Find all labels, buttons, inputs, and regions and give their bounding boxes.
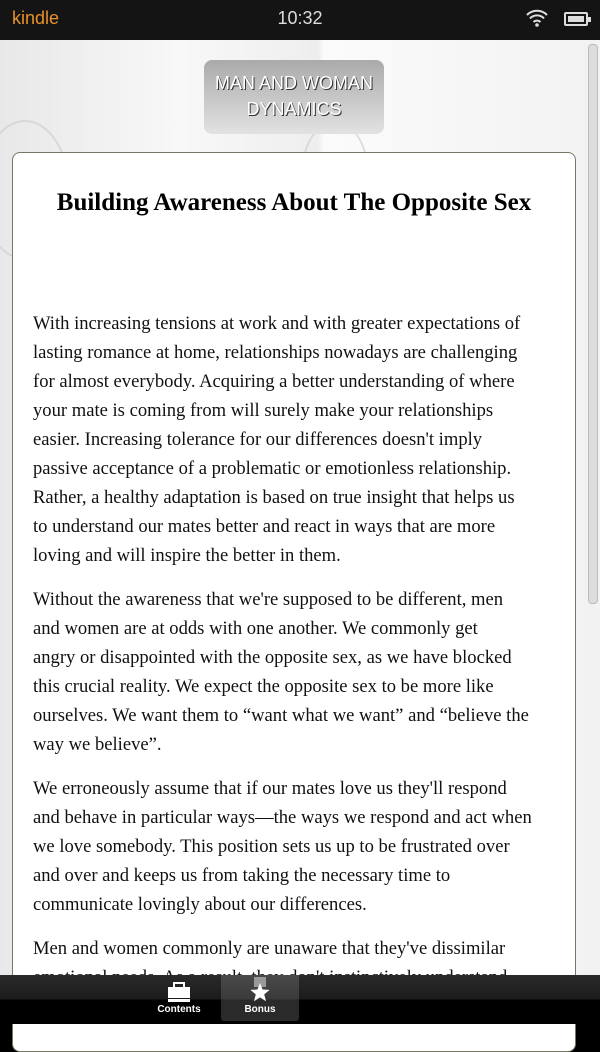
text-line: to understand our mates better and react in ways that are more [33,516,496,537]
text-line: We erroneously assume that if our mates love us they'll respond [33,778,507,799]
medal-star-icon [246,977,274,1005]
book-page[interactable] [0,40,600,975]
article-card [12,152,576,1052]
book-title-badge [204,60,384,134]
tab-label: Contents [157,1004,201,1015]
text-line: ourselves. We want them to “want what we want” and “believe the [33,705,529,726]
text-line: Rather, a healthy adaptation is based on true insight that helps us [33,487,515,508]
tab-contents[interactable] [140,975,218,1021]
text-line: loving and will inspire the better in them. [33,545,341,566]
battery-icon [564,12,588,26]
text-line: and behave in particular ways—the ways we respond and act when [33,807,532,828]
text-line: way we believe”. [33,734,162,755]
text-line: and over and keeps us from taking the necessary time to [33,865,451,886]
badge-line: DYNAMICS [246,99,342,119]
status-bar [0,0,600,40]
text-line: your mate is coming from will surely make your relationships [33,400,494,421]
bottom-nav [0,975,600,1024]
text-line: this crucial reality. We expect the opposite sex to be more like [33,676,494,697]
paragraph [33,774,532,919]
text-line: we love somebody. This position sets us up to be frustrated over [33,836,510,857]
kindle-logo: kindle [12,8,60,28]
clock: 10:32 [277,8,323,28]
badge-line: MAN AND WOMAN [214,73,373,93]
tab-label: Bonus [244,1004,276,1015]
paragraph [33,585,532,759]
text-line: and women are at odds with one another. We commonly get [33,618,478,639]
paragraph [33,309,532,570]
scrollbar[interactable] [588,44,598,604]
text-line: Men and women commonly are unaware that they've dissimilar [33,938,506,959]
text-line: easier. Increasing tolerance for our differences doesn't imply [33,429,483,450]
article-title: Building Awareness About The Opposite Sex [56,189,532,216]
text-line: communicate lovingly about our differences. [33,894,367,915]
article-body [33,309,532,1007]
text-line: passive acceptance of a problematic or emotionless relationship. [33,458,512,479]
text-line: Without the awareness that we're supposed to be different, men [33,589,504,610]
wifi-icon [526,8,548,28]
tab-bonus[interactable] [221,975,299,1021]
briefcase-icon [166,979,192,1003]
text-line: With increasing tensions at work and with greater expectations of [33,313,521,334]
text-line: lasting romance at home, relationships nowadays are challenging [33,342,518,363]
text-line: for almost everybody. Acquiring a better understanding of where [33,371,515,392]
text-line: angry or disappointed with the opposite sex, as we have blocked [33,647,512,668]
